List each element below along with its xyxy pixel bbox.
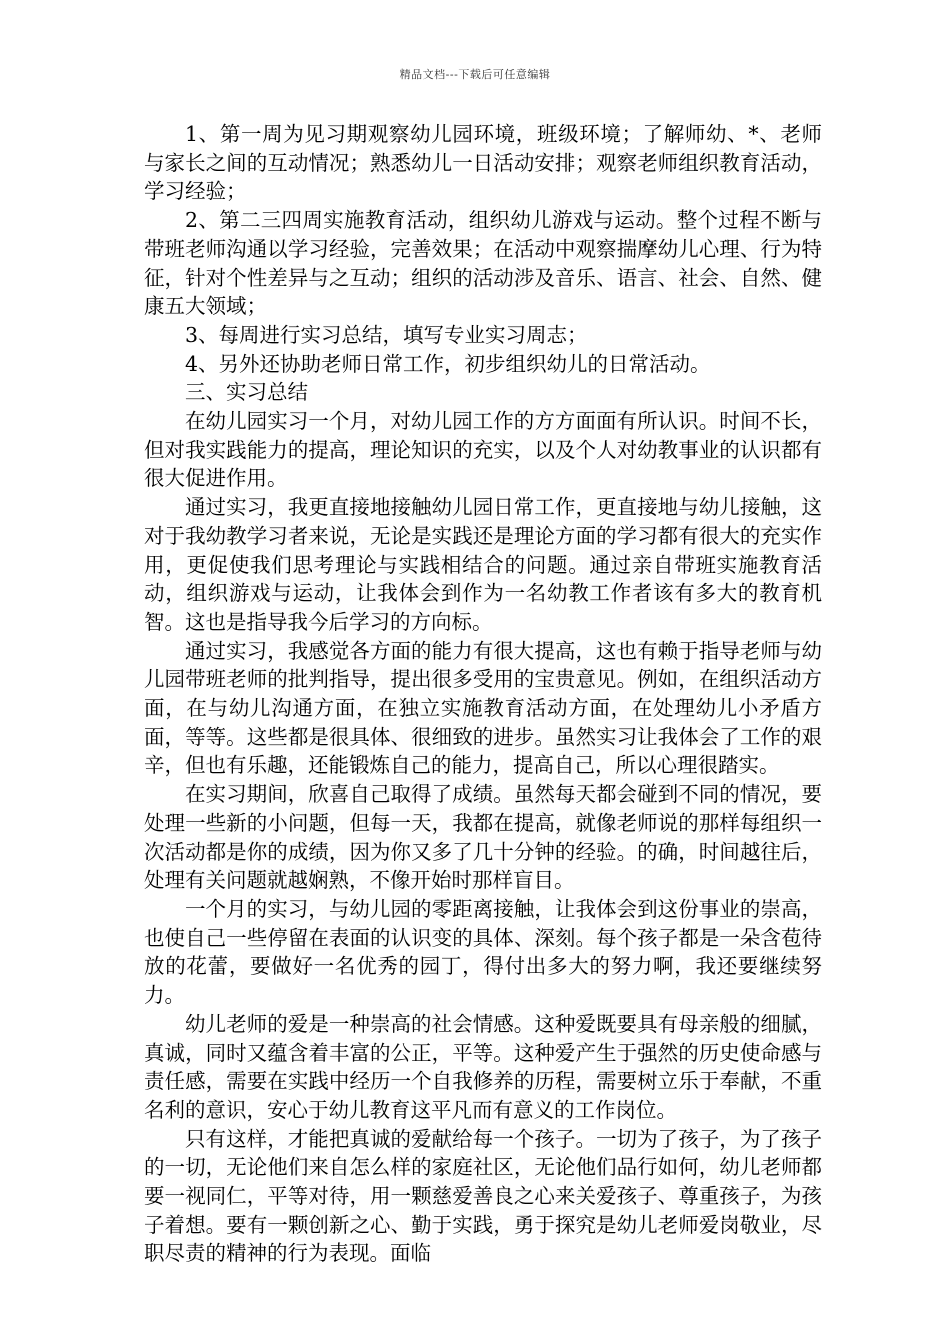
paragraph-summary-4: 在实习期间，欣喜自己取得了成绩。虽然每天都会碰到不同的情况，要处理一些新的小问题，但每一天，我都在提高，就像老师说的那样每组织一次活动都是你的成绩，因为你又多了几十分钟的经验。的确，时间越往后，处理有关问题就越娴熟，不像开始时那样盲目。 — [144, 782, 822, 893]
paragraph-summary-3: 通过实习，我感觉各方面的能力有很大提高，这也有赖于指导老师与幼儿园带班老师的批判指导，提出很多受用的宝贵意见。例如，在组织活动方面，在与幼儿沟通方面，在独立实施教育活动方面，在处理幼儿小矛盾方面，等等。这些都是很具体、很细致的进步。虽然实习让我体会了工作的艰辛，但也有乐趣，还能锻炼自己的能力，提高自己，所以心理很踏实。 — [144, 638, 822, 778]
paragraph-item-4: 4、另外还协助老师日常工作，初步组织幼儿的日常活动。 — [185, 351, 711, 376]
paragraph-summary-2: 通过实习，我更直接地接触幼儿园日常工作，更直接地与幼儿接触，这对于我幼教学习者来说，无论是实践还是理论方面的学习都有很大的充实作用，更促使我们思考理论与实践相结合的问题。通过亲自带班实施教育活动，组织游戏与运动，让我体会到作为一名幼教工作者该有多大的教育机智。这也是指导我今后学习的方向标。 — [144, 495, 822, 634]
paragraph-item-2: 2、第二三四周实施教育活动，组织幼儿游戏与运动。整个过程不断与带班老师沟通以学习经验，完善效果；在活动中观察揣摩幼儿心理、行为特征，针对个性差异与之互动；组织的活动涉及音乐、语言、社会、自然、健康五大领域； — [144, 208, 822, 319]
paragraph-summary-7: 只有这样，才能把真诚的爱献给每一个孩子。一切为了孩子，为了孩子的一切，无论他们来自怎么样的家庭社区，无论他们品行如何，幼儿老师都要一视同仁，平等对待，用一颗慈爱善良之心来关爱孩子、尊重孩子，为孩子着想。要有一颗创新之心、勤于实践，勇于探究是幼儿老师爱岗敬业，尽职尽责的精神的行为表现。面临 — [144, 1126, 822, 1266]
document-body — [144, 120, 822, 1268]
paragraph-item-1: 1、第一周为见习期观察幼儿园环境，班级环境；了解师幼、*、老师与家长之间的互动情况；熟悉幼儿一日活动安排；观察老师组织教育活动，学习经验； — [144, 122, 822, 204]
paragraph-item-3: 3、每周进行实习总结，填写专业实习周志； — [185, 322, 588, 347]
paragraph-summary-5: 一个月的实习，与幼儿园的零距离接触，让我体会到这份事业的崇高，也使自己一些停留在表面的认识变的具体、深刻。每个孩子都是一朵含苞待放的花蕾，要做好一名优秀的园丁，得付出多大的努力啊，我还要继续努力。 — [144, 896, 822, 1008]
page-header: 精品文档---下载后可任意编辑 — [399, 68, 551, 81]
paragraph-summary-1: 在幼儿园实习一个月，对幼儿园工作的方方面面有所认识。时间不长，但对我实践能力的提高，理论知识的充实，以及个人对幼教事业的认识都有很大促进作用。 — [144, 409, 822, 491]
paragraph-summary-6: 幼儿老师的爱是一种崇高的社会情感。这种爱既要具有母亲般的细腻，真诚，同时又蕴含着丰富的公正，平等。这种爱产生于强然的历史使命感与责任感，需要在实践中经历一个自我修养的历程，需要树立乐于奉献，不重名利的意识，安心于幼儿教育这平凡而有意义的工作岗位。 — [144, 1011, 822, 1122]
section-heading: 三、实习总结 — [185, 380, 308, 405]
